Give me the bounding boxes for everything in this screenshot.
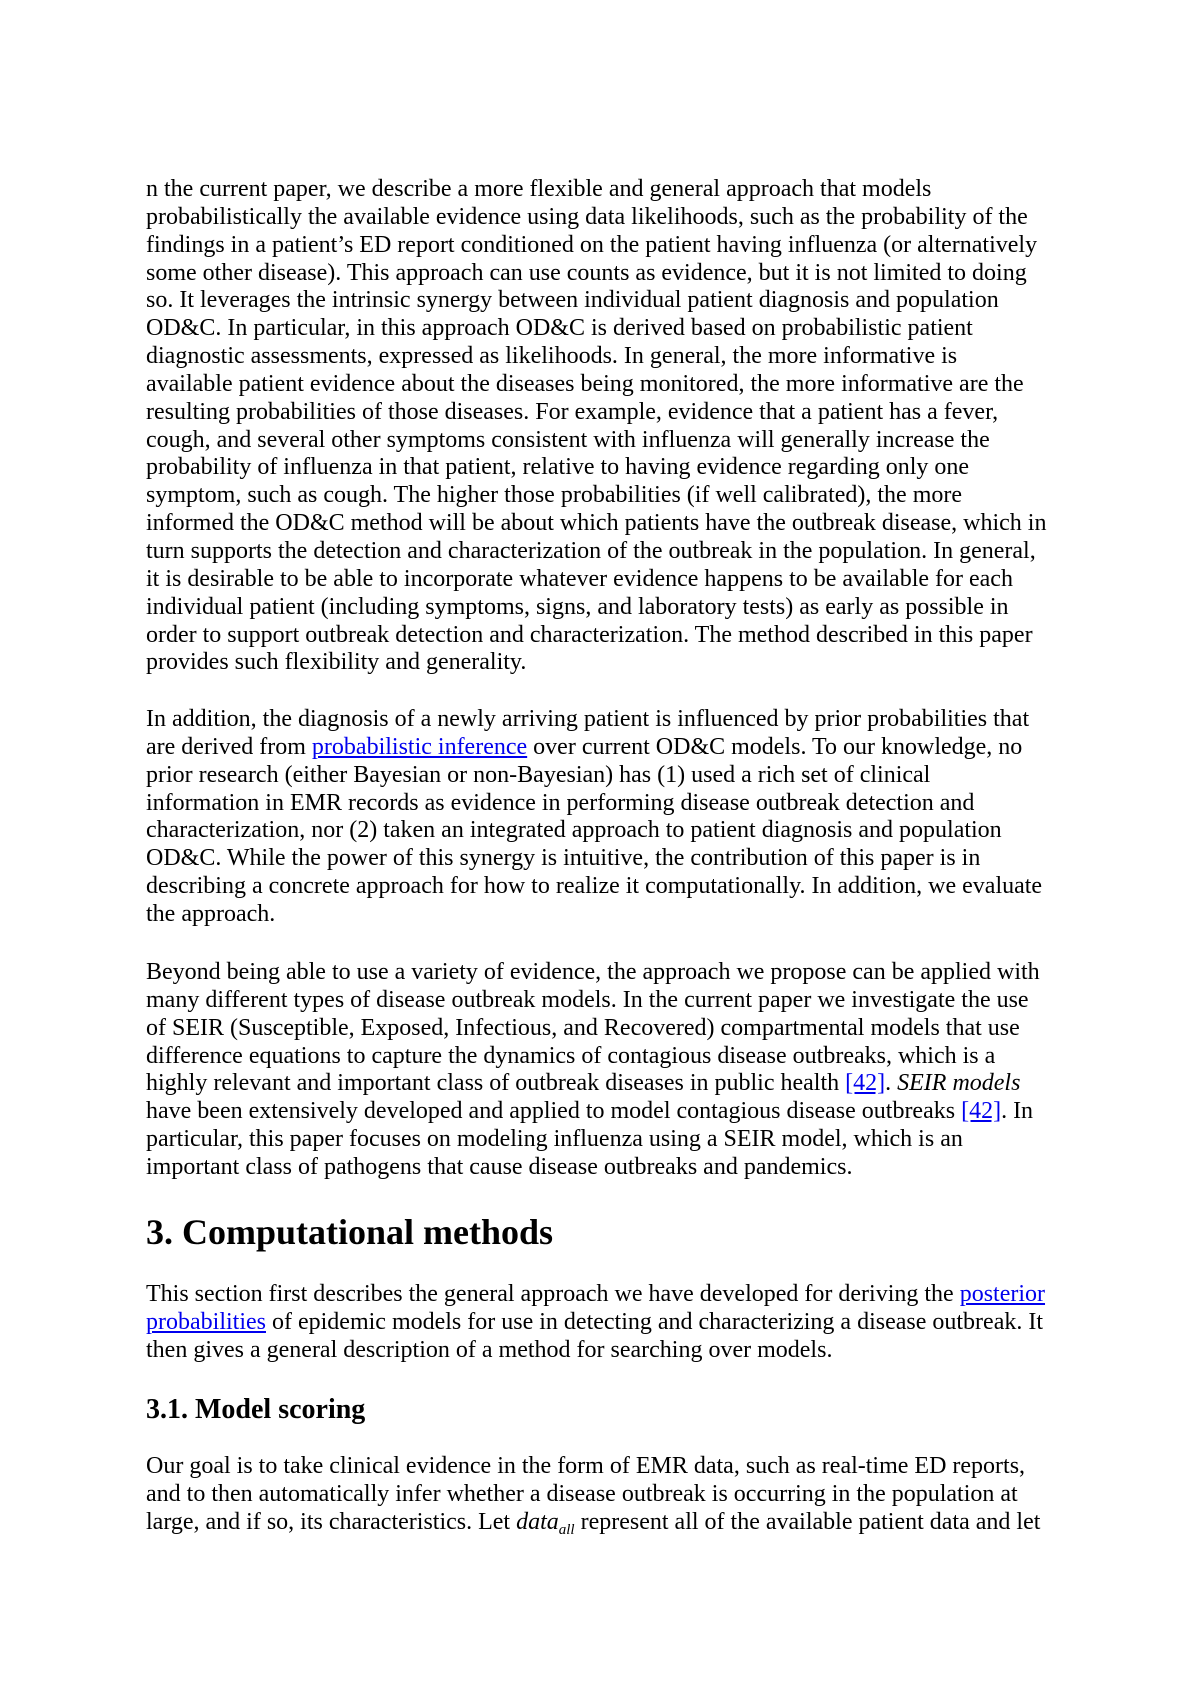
text-line: turn supports the detection and characterization of the outbreak in the population. In general, [146, 537, 1036, 564]
text-line: Our goal is to take clinical evidence in the form of EMR data, such as real-time ED reports, [146, 1453, 1026, 1479]
text-line: probabilistically the available evidence using data likelihoods, such as the probability of the [146, 203, 1028, 230]
text-line: important class of pathogens that cause disease outbreaks and pandemics. [146, 1153, 853, 1180]
text-line: individual patient (including symptoms, signs, and laboratory tests) as early as possible in [146, 593, 1009, 620]
italic-text: data [516, 1508, 559, 1535]
text-line: Beyond being able to use a variety of evidence, the approach we propose can be applied with [146, 959, 1040, 985]
text-line: of SEIR (Susceptible, Exposed, Infectious, and Recovered) compartmental models that use [146, 1014, 1020, 1041]
text-line: provides such flexibility and generality. [146, 649, 527, 676]
text-line: OD&C. While the power of this synergy is intuitive, the contribution of this paper is in [146, 845, 981, 872]
text-line: some other disease). This approach can use counts as evidence, but it is not limited to doing [146, 259, 1027, 286]
text-line: describing a concrete approach for how to realize it computationally. In addition, we evaluate [146, 873, 1043, 900]
text-run: have been extensively developed and applied to model contagious disease outbreaks [146, 1098, 962, 1125]
paragraph [146, 706, 1146, 929]
text-run: represent all of the available patient data and let [574, 1508, 1041, 1535]
text-line: n the current paper, we describe a more flexible and general approach that models [146, 176, 932, 202]
section-heading: 3. Computational methods [146, 1212, 554, 1252]
text-line [146, 1509, 1146, 1537]
text-line: symptom, such as cough. The higher those probabilities (if well calibrated), the more [146, 482, 963, 509]
text-line [146, 1309, 1146, 1337]
text-line: resulting probabilities of those diseases. For example, evidence that a patient has a fever, [146, 398, 999, 425]
text-line: OD&C. In particular, in this approach OD&C is derived based on probabilistic patient [146, 315, 973, 342]
paragraph [146, 1281, 1146, 1365]
text-line: diagnostic assessments, expressed as likelihoods. In general, the more informative is [146, 343, 958, 370]
text-run: over current OD&C models. To our knowledge, no [527, 733, 1023, 760]
italic-text: SEIR models [897, 1070, 1021, 1097]
text-run: . [885, 1070, 898, 1097]
text-line: order to support outbreak detection and characterization. The method described in this paper [146, 621, 1033, 648]
subscript-text: all [558, 1521, 575, 1538]
link-probabilities[interactable]: probabilities [146, 1308, 266, 1335]
text-line: the approach. [146, 900, 276, 927]
text-line: so. It leverages the intrinsic synergy between individual patient diagnosis and population [146, 287, 999, 314]
text-run: This section first describes the general approach we have developed for deriving the [146, 1281, 960, 1307]
text-line: many different types of disease outbreak models. In the current paper we investigate the use [146, 986, 1029, 1013]
text-line: characterization, nor (2) taken an integrated approach to patient diagnosis and population [146, 817, 1002, 844]
text-line: informed the OD&C method will be about which patients have the outbreak disease, which in [146, 510, 1047, 537]
text-line [146, 1281, 1146, 1309]
link-probabilistic-inference[interactable]: probabilistic inference [311, 733, 528, 760]
text-line: findings in a patient’s ED report conditioned on the patient having influenza (or alternatively [146, 231, 1038, 258]
text-line: it is desirable to be able to incorporate whatever evidence happens to be available for each [146, 565, 1013, 592]
link-posterior[interactable]: posterior [959, 1281, 1046, 1307]
paragraph [146, 959, 1146, 1182]
text-line: prior research (either Bayesian or non-Bayesian) has (1) used a rich set of clinical [146, 761, 931, 788]
text-line: In addition, the diagnosis of a newly arriving patient is influenced by prior probabilities that [146, 706, 1030, 732]
text-line [146, 734, 1146, 762]
subsection-heading: 3.1. Model scoring [146, 1394, 366, 1425]
text-run: . In [1001, 1098, 1034, 1125]
text-run: of epidemic models for use in detecting and characterizing a disease outbreak. It [265, 1308, 1044, 1335]
text-line: then gives a general description of a method for searching over models. [146, 1336, 833, 1363]
text-run: highly relevant and important class of outbreak diseases in public health [146, 1070, 846, 1097]
paragraph [146, 1453, 1146, 1537]
text-line: and to then automatically infer whether a disease outbreak is occurring in the population at [146, 1480, 1018, 1507]
citation-link[interactable]: [42] [961, 1098, 1002, 1125]
text-line: cough, and several other symptoms consistent with influenza will generally increase the [146, 426, 990, 453]
text-line: difference equations to capture the dynamics of contagious disease outbreaks, which is a [146, 1042, 996, 1069]
text-line: available patient evidence about the diseases being monitored, the more informative are the [146, 370, 1024, 397]
citation-link[interactable]: [42] [845, 1070, 886, 1097]
text-line [146, 1098, 1146, 1126]
text-line: particular, this paper focuses on modeling influenza using a SEIR model, which is an [146, 1126, 963, 1153]
paragraph [146, 176, 1146, 677]
text-line [146, 1070, 1146, 1098]
text-line: information in EMR records as evidence in performing disease outbreak detection and [146, 789, 975, 816]
text-line: probability of influenza in that patient, relative to having evidence regarding only one [146, 454, 970, 481]
text-run: are derived from [146, 733, 312, 760]
text-run: large, and if so, its characteristics. Let [146, 1508, 517, 1535]
